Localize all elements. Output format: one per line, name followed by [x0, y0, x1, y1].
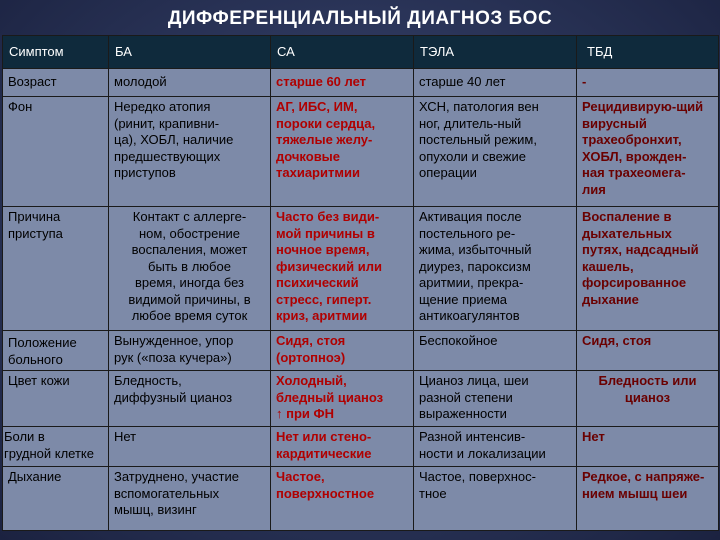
cell-tela: Активация после постельного ре- жима, избыточный диурез, пароксизм аритмии, прекра- щение приема антикоагулянтов: [414, 207, 577, 331]
row-symptom: Боли в грудной клетке: [3, 427, 109, 467]
table-row: [3, 427, 719, 467]
header-tela: ТЭЛА: [414, 36, 577, 69]
cell-tbd: Нет: [577, 427, 719, 467]
table-row: [3, 331, 719, 371]
row-symptom: Фон: [3, 97, 109, 207]
row-symptom: Возраст: [3, 69, 109, 97]
table-row: [3, 69, 719, 97]
cell-ba: Нет: [109, 427, 271, 467]
table-row: [3, 207, 719, 331]
row-symptom: Дыхание: [3, 467, 109, 531]
cell-sa: Холодный, бледный цианоз ↑ при ФН: [271, 371, 414, 427]
differential-diagnosis-table: [2, 35, 719, 531]
cell-sa: старше 60 лет: [271, 69, 414, 97]
row-symptom: Причина приступа: [3, 207, 109, 331]
table-row: [3, 97, 719, 207]
cell-ba: Затруднено, участие вспомогательных мышц, визинг: [109, 467, 271, 531]
cell-tela: Разной интенсив- ности и локализации: [414, 427, 577, 467]
cell-sa: Сидя, стоя (ортопноэ): [271, 331, 414, 371]
cell-tela: Беспокойное: [414, 331, 577, 371]
cell-tbd: Воспаление в дыхательных путях, надсадный кашель, форсированное дыхание: [577, 207, 719, 331]
table-header-row: [3, 36, 719, 69]
cell-tbd: Рецидивирую-щий вирусный трахеобронхит, ХОБЛ, врожден- ная трахеомега- лия: [577, 97, 719, 207]
cell-tbd: Редкое, с напряже- нием мышц шеи: [577, 467, 719, 531]
cell-tela: Цианоз лица, шеи разной степени выраженности: [414, 371, 577, 427]
page-title: ДИФФЕРЕНЦИАЛЬНЫЙ ДИАГНОЗ БОС: [167, 8, 553, 29]
row-symptom: Цвет кожи: [3, 371, 109, 427]
cell-ba: Контакт с аллерге- ном, обострение воспаления, может быть в любое время, иногда без видимой причины, в любое время суток: [109, 207, 271, 331]
row-symptom: Положение больного: [3, 331, 109, 371]
header-tbd: ТБД: [577, 36, 719, 69]
cell-tbd: Сидя, стоя: [577, 331, 719, 371]
header-sa: СА: [271, 36, 414, 69]
table-row: [3, 467, 719, 531]
cell-sa: Часто без види- мой причины в ночное время, физический или психический стресс, гиперт. криз, аритмии: [271, 207, 414, 331]
cell-tela: старше 40 лет: [414, 69, 577, 97]
cell-tela: ХСН, патология вен ног, длитель-ный постельный режим, опухоли и свежие операции: [414, 97, 577, 207]
table-row: [3, 371, 719, 427]
cell-ba: молодой: [109, 69, 271, 97]
cell-ba: Вынужденное, упор рук («поза кучера»): [109, 331, 271, 371]
cell-sa: Нет или стено- кардитические: [271, 427, 414, 467]
cell-sa: Частое, поверхностное: [271, 467, 414, 531]
header-symptom: Симптом: [3, 36, 109, 69]
cell-tela: Частое, поверхнос- тное: [414, 467, 577, 531]
cell-sa: АГ, ИБС, ИМ, пороки сердца, тяжелые желу- дочковые тахиаритмии: [271, 97, 414, 207]
header-ba: БА: [109, 36, 271, 69]
cell-ba: Бледность, диффузный цианоз: [109, 371, 271, 427]
cell-tbd: Бледность или цианоз: [577, 371, 719, 427]
cell-tbd: -: [577, 69, 719, 97]
cell-ba: Нередко атопия (ринит, крапивни- ца), ХОБЛ, наличие предшествующих приступов: [109, 97, 271, 207]
